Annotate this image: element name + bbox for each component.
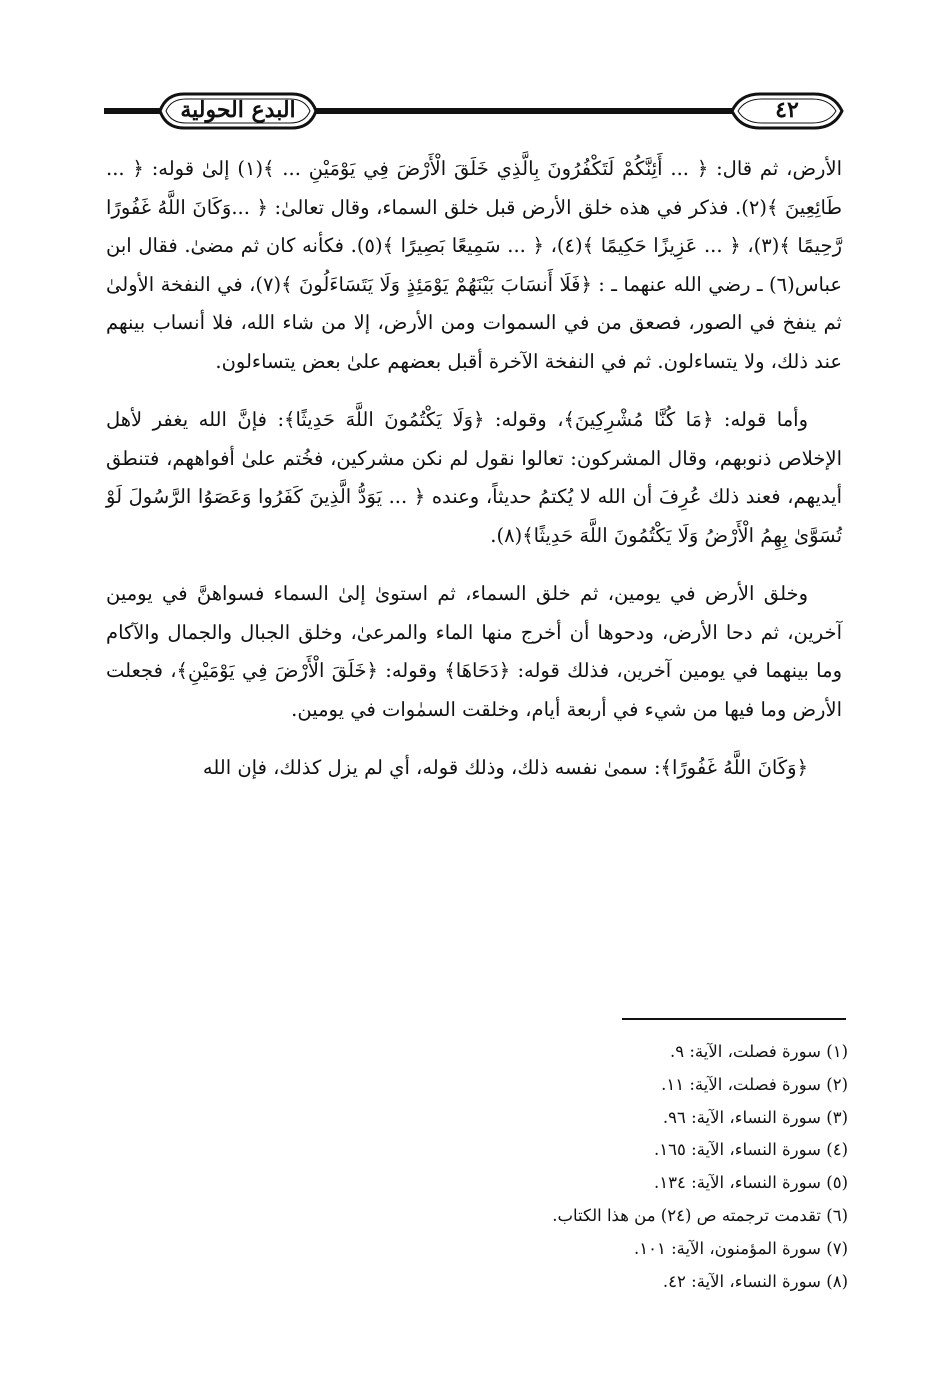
footnote: (٦) تقدمت ترجمته ص (٢٤) من هذا الكتاب. bbox=[552, 1205, 848, 1225]
paragraph: وخلق الأرض في يومين، ثم خلق السماء، ثم استوىٰ إلىٰ السماء فسواهنَّ في يومين آخرين، ثم دحا الأرض، ودحوها أن أخرج منها الماء والمرعىٰ، وخلق الجبال والجمال والآكام وما بينهما في يومين آخرين، فذلك قوله: ﴿دَحَاهَا﴾ وقوله: ﴿خَلَقَ الْأَرْضَ فِي يَوْمَيْنِ﴾، فجعلت الأرض وما فيها من شيء في أربعة أيام، وخلقت السمٰوات في يومين. bbox=[106, 582, 842, 721]
footnote: (٨) سورة النساء، الآية: ٤٢. bbox=[662, 1271, 848, 1291]
paragraph: الأرض، ثم قال: ﴿ ... أَئِنَّكُمْ لَتَكْفُرُونَ بِالَّذِي خَلَقَ الْأَرْضَ فِي يَوْمَيْنِ ... ﴾(١) إلىٰ قوله: ﴿ ... طَائِعِينَ ﴾(٢). فذكر في هذه خلق الأرض قبل خلق السماء، وقال تعالىٰ: ﴿ ...وَكَانَ اللَّهُ غَفُورًا رَّحِيمًا ﴾(٣)، ﴿ ... عَزِيزًا حَكِيمًا ﴾(٤)، ﴿ ... سَمِيعًا بَصِيرًا ﴾(٥). فكأنه كان ثم مضىٰ. فقال ابن عباس(٦) ـ رضي الله عنهما ـ : ﴿فَلَا أَنسَابَ بَيْنَهُمْ يَوْمَئِذٍ وَلَا يَتَسَاءَلُونَ ﴾(٧)، في النفخة الأولىٰ ثم ينفخ في الصور، فصعق من في السموات ومن الأرض، إلا من شاء الله، فلا أنساب بينهم عند ذلك، ولا يتساءلون. ثم في النفخة الآخرة أقبل بعضهم علىٰ بعض يتساءلون. bbox=[106, 157, 842, 373]
footnote: (٤) سورة النساء، الآية: ١٦٥. bbox=[654, 1140, 848, 1160]
paragraph: وأما قوله: ﴿مَا كُنَّا مُشْرِكِينَ﴾، وقوله: ﴿وَلَا يَكْتُمُونَ اللَّهَ حَدِيثًا﴾: فإنَّ الله يغفر لأهل الإخلاص ذنوبهم، وقال المشركون: تعالوا نقول لم نكن مشركين، فخُتم علىٰ أفواههم، فتنطق أيديهم، فعند ذلك عُرِفَ أن الله لا يُكتمُ حديثاً، وعنده ﴿ ... يَوَدُّ الَّذِينَ كَفَرُوا وَعَصَوُا الرَّسُولَ لَوْ تُسَوَّىٰ بِهِمُ الْأَرْضُ وَلَا يَكْتُمُونَ اللَّهَ حَدِيثًا﴾(٨). bbox=[106, 408, 842, 547]
footnote: (١) سورة فصلت، الآية: ٩. bbox=[670, 1042, 848, 1061]
footnote: (٣) سورة النساء، الآية: ٩٦. bbox=[662, 1107, 848, 1127]
footnote: (٧) سورة المؤمنون، الآية: ١٠١. bbox=[634, 1238, 848, 1258]
footnote: (٢) سورة فصلت، الآية: ١١. bbox=[661, 1074, 848, 1094]
running-title: البدع الحولية bbox=[180, 97, 296, 123]
footnotes bbox=[300, 1036, 848, 1298]
page-header bbox=[0, 86, 946, 136]
main-text bbox=[106, 150, 842, 808]
page-number: ٤٢ bbox=[775, 97, 799, 123]
footnote: (٥) سورة النساء، الآية: ١٣٤. bbox=[654, 1173, 848, 1193]
paragraph: ﴿وَكَانَ اللَّهُ غَفُورًا﴾: سمىٰ نفسه ذلك، وذلك قوله، أي لم يزل كذلك، فإن الله bbox=[202, 756, 808, 779]
footnote-separator bbox=[622, 1018, 846, 1020]
